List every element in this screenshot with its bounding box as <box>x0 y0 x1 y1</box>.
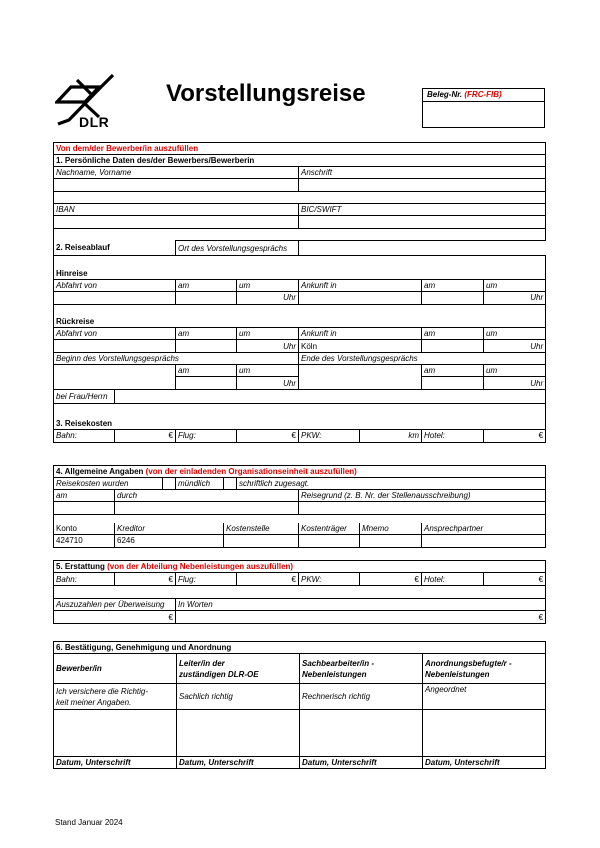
return-date-label: am <box>176 328 237 340</box>
return-heading: Rückreise <box>54 316 546 328</box>
applicant-signature-field[interactable] <box>54 710 177 757</box>
address-field-2[interactable] <box>54 192 546 204</box>
bic-field[interactable] <box>299 216 546 229</box>
kostentraeger-field[interactable] <box>299 534 360 547</box>
section-confirmation <box>53 641 546 769</box>
section6-heading: 6. Bestätigung, Genehmigung und Anordnung <box>54 642 546 654</box>
outbound-date-label: am <box>176 279 237 291</box>
written-label: schriftlich zugesagt. <box>237 478 546 490</box>
kostenstelle-field[interactable] <box>224 534 299 547</box>
interview-end-label: Ende des Vorstellungsgesprächs <box>299 353 546 365</box>
refund-car-field[interactable]: € <box>360 573 422 586</box>
costs-train-field[interactable]: € <box>115 429 176 442</box>
outbound-arrival-time-field[interactable]: Uhr <box>484 291 546 304</box>
iban-label: IBAN <box>54 204 299 216</box>
approval-date-field[interactable] <box>54 502 115 515</box>
outbound-arrival-field[interactable] <box>299 291 422 304</box>
contact-label: bei Frau/Herrn <box>54 390 115 404</box>
return-time-field[interactable]: Uhr <box>237 340 299 353</box>
refund-flight-field[interactable]: € <box>237 573 299 586</box>
outbound-time-label: um <box>237 279 299 291</box>
interview-start-date-field[interactable] <box>176 377 237 390</box>
interview-start-time-field[interactable]: Uhr <box>237 377 299 390</box>
reason-label: Reisegrund (z. B. Nr. der Stellenausschreibung) <box>299 490 546 502</box>
factual-text: Sachlich richtig <box>177 684 300 710</box>
outbound-departure-field[interactable] <box>54 291 176 304</box>
authorized-signature-field[interactable] <box>423 710 546 757</box>
department-head-sign-label: Datum, Unterschrift <box>177 757 300 769</box>
approval-date-label: am <box>54 490 115 502</box>
iban-field[interactable] <box>54 216 299 229</box>
return-arrival-date-label: am <box>422 328 484 340</box>
interview-place-label: Ort des Vorstellungsgesprächs <box>176 241 299 256</box>
outbound-arrival-date-field[interactable] <box>422 291 484 304</box>
costs-flight-label: Flug: <box>176 429 237 442</box>
costs-car-label: PKW: <box>299 429 360 442</box>
interview-start-date-label: am <box>176 365 237 377</box>
assurance-text: Ich versichere die Richtig- keit meiner Angaben. <box>54 684 177 710</box>
return-arrival-field[interactable]: Köln <box>299 340 422 353</box>
return-departure-field[interactable] <box>54 340 176 353</box>
section2-heading: 2. Reiseablauf <box>54 241 176 256</box>
outbound-arrival-time-label: um <box>484 279 546 291</box>
refund-flight-label: Flug: <box>176 573 237 586</box>
section4-heading: 4. Allgemeine Angaben (von der einladenden Organisationseinheit auszufüllen) <box>54 466 546 478</box>
refund-train-label: Bahn: <box>54 573 115 586</box>
interview-end-time-label: um <box>484 365 546 377</box>
receipt-number-label: Beleg-Nr. (FRC-FIB) <box>427 90 502 99</box>
col-kostentraeger: Kostenträger <box>299 523 360 535</box>
outbound-time-field[interactable]: Uhr <box>237 291 299 304</box>
written-checkbox[interactable] <box>224 478 237 490</box>
outbound-heading: Hinreise <box>54 268 546 280</box>
name-label: Nachname, Vorname <box>54 167 299 179</box>
oral-label: mündlich <box>176 478 224 490</box>
outbound-date-field[interactable] <box>176 291 237 304</box>
return-arrival-time-field[interactable]: Uhr <box>484 340 546 353</box>
ansprechpartner-field[interactable] <box>422 534 546 547</box>
return-arrival-label: Ankunft in <box>299 328 422 340</box>
approved-by-field[interactable] <box>115 502 299 515</box>
address-field[interactable] <box>299 179 546 192</box>
address-label: Anschrift <box>299 167 546 179</box>
col-kostenstelle: Kostenstelle <box>224 523 299 535</box>
outbound-arrival-date-label: am <box>422 279 484 291</box>
col-department-head: Leiter/in der zuständigen DLR-OE <box>177 654 300 684</box>
costs-hotel-field[interactable]: € <box>484 429 546 442</box>
oral-checkbox[interactable] <box>163 478 176 490</box>
return-arrival-date-field[interactable] <box>422 340 484 353</box>
in-words-label: In Worten <box>176 599 546 611</box>
clerk-signature-field[interactable] <box>300 710 423 757</box>
col-konto: Konto <box>54 523 115 535</box>
costs-hotel-label: Hotel: <box>422 429 484 442</box>
section5-heading: 5. Erstattung (von der Abteilung Nebenleistungen auszufüllen) <box>54 561 546 573</box>
mnemo-field[interactable] <box>360 534 422 547</box>
refund-train-field[interactable]: € <box>115 573 176 586</box>
return-departure-label: Abfahrt von <box>54 328 176 340</box>
interview-end-date-field[interactable] <box>422 377 484 390</box>
clerk-sign-label: Datum, Unterschrift <box>300 757 423 769</box>
interview-end-time-field[interactable]: Uhr <box>484 377 546 390</box>
col-kreditor: Kreditor <box>115 523 224 535</box>
authorized-sign-label: Datum, Unterschrift <box>423 757 546 769</box>
applicant-sign-label: Datum, Unterschrift <box>54 757 177 769</box>
kreditor-field[interactable]: 6246 <box>115 534 224 547</box>
interview-end-date-label: am <box>422 365 484 377</box>
section1-heading: 1. Persönliche Daten des/der Bewerbers/Bewerberin <box>54 155 546 167</box>
section3-heading: 3. Reisekosten <box>54 418 546 430</box>
costs-train-label: Bahn: <box>54 429 115 442</box>
col-mnemo: Mnemo <box>360 523 422 535</box>
approved-by-label: durch <box>115 490 299 502</box>
department-head-signature-field[interactable] <box>177 710 300 757</box>
section-general-info <box>53 465 546 548</box>
outbound-departure-label: Abfahrt von <box>54 279 176 291</box>
transfer-label: Auszuzahlen per Überweisung <box>54 599 176 611</box>
interview-place-field[interactable] <box>299 241 546 256</box>
contact-field[interactable] <box>115 390 546 404</box>
costs-flight-field[interactable]: € <box>237 429 299 442</box>
page-title: Vorstellungsreise <box>166 80 366 107</box>
transfer-amount-field[interactable]: € <box>54 611 176 624</box>
name-field[interactable] <box>54 179 299 192</box>
col-ansprechpartner: Ansprechpartner <box>422 523 546 535</box>
section-personal-travel <box>53 142 546 443</box>
col-applicant: Bewerber/in <box>54 654 177 684</box>
ordered-text: Angeordnet <box>423 684 546 710</box>
return-arrival-time-label: um <box>484 328 546 340</box>
section1-intro: Von dem/der Bewerber/in auszufüllen <box>54 143 546 155</box>
outbound-arrival-label: Ankunft in <box>299 279 422 291</box>
refund-car-label: PKW: <box>299 573 360 586</box>
refund-hotel-field[interactable]: € <box>484 573 546 586</box>
footer-date: Stand Januar 2024 <box>55 818 123 827</box>
logo-text: DLR <box>79 114 110 130</box>
reimburse-label: Reisekosten wurden <box>54 478 163 490</box>
interview-start-time-label: um <box>237 365 299 377</box>
arithmetic-text: Rechnerisch richtig <box>300 684 423 710</box>
bic-label: BIC/SWIFT <box>299 204 546 216</box>
costs-car-field[interactable]: km <box>360 429 422 442</box>
col-authorized: Anordnungsbefugte/r - Nebenleistungen <box>423 654 546 684</box>
refund-hotel-label: Hotel: <box>422 573 484 586</box>
in-words-field[interactable]: € <box>176 611 546 624</box>
section-reimbursement <box>53 560 546 624</box>
konto-field[interactable]: 424710 <box>54 534 115 547</box>
reason-field[interactable] <box>299 502 546 515</box>
return-date-field[interactable] <box>176 340 237 353</box>
return-time-label: um <box>237 328 299 340</box>
col-clerk: Sachbearbeiter/in - Nebenleistungen <box>300 654 423 684</box>
receipt-number-box[interactable] <box>422 88 545 128</box>
interview-start-label: Beginn des Vorstellungsgesprächs <box>54 353 299 365</box>
